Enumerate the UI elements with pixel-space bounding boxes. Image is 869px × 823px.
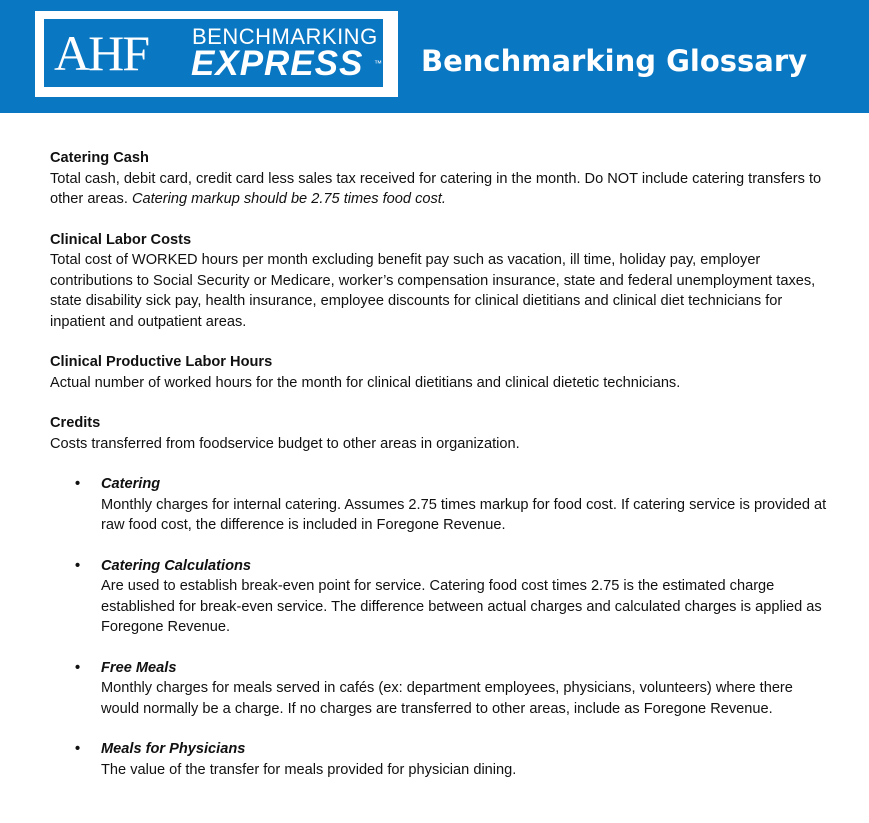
term-catering-cash — [50, 148, 830, 210]
list-item-text: Monthly charges for meals served in cafés (ex: department employees, physicians, volunteers) where there would normally be a charge. If no charges are transferred to other areas, include as Foregone Revenue. — [101, 680, 793, 717]
header-banner — [0, 0, 869, 113]
bullet-icon: • — [75, 476, 81, 492]
logo-line2: EXPRESS — [191, 44, 364, 83]
term-definition: Actual number of worked hours for the month for clinical dietitians and clinical dietetic technicians. — [50, 374, 681, 391]
logo — [35, 11, 398, 97]
list-item-catering — [50, 474, 830, 536]
logo-line1: BENCHMARKING — [192, 24, 378, 49]
list-item-meals-for-physicians — [50, 739, 830, 780]
term-clinical-productive-labor-hours — [50, 352, 830, 393]
list-item-free-meals — [50, 658, 830, 720]
list-item-title: Meals for Physicians — [101, 741, 246, 757]
logo-trademark: ™ — [374, 59, 382, 68]
page-title: Benchmarking Glossary — [421, 44, 808, 78]
glossary-content — [50, 148, 830, 800]
credits-list — [50, 474, 830, 780]
list-item-title: Catering — [101, 476, 161, 492]
list-item-text: Are used to establish break-even point for service. Catering food cost times 2.75 is the estimated charge established for break-even service. The difference between actual charges and calculated charges is applied as Foregone Revenue. — [101, 578, 822, 635]
term-title: Clinical Labor Costs — [50, 231, 192, 248]
term-title: Catering Cash — [50, 150, 149, 166]
term-credits — [50, 413, 830, 454]
term-title: Clinical Productive Labor Hours — [50, 354, 273, 370]
term-definition: Total cash, debit card, credit card less sales tax received for catering in the month. Do NOT include catering transfers to other areas. Catering markup should be 2.75 times food cost. — [50, 170, 822, 207]
term-clinical-labor-costs — [50, 230, 830, 333]
bullet-icon: • — [75, 659, 81, 676]
bullet-icon: • — [75, 557, 81, 574]
term-definition: Costs transferred from foodservice budget to other areas in organization. — [50, 435, 520, 452]
term-note: Catering markup should be 2.75 times food cost. — [131, 191, 446, 207]
list-item-text: Monthly charges for internal catering. Assumes 2.75 times markup for food cost. If catering service is provided at raw food cost, the difference is included in Foregone Revenue. — [101, 496, 827, 533]
logo-background — [44, 19, 383, 87]
term-definition: Total cost of WORKED hours per month excluding benefit pay such as vacation, ill time, holiday pay, employer contributions to Social Security or Medicare, worker’s compensation insurance, state and federal unemployment taxes, state disability sick pay, health insurance, employee discounts for clinical dietitians and clinical diet technicians for inpatient and outpatient areas. — [50, 252, 816, 330]
list-item-catering-calculations — [50, 556, 830, 638]
logo-mark: AHF — [54, 25, 149, 81]
list-item-title: Free Meals — [101, 659, 177, 676]
term-title: Credits — [50, 415, 101, 431]
list-item-title: Catering Calculations — [101, 557, 252, 574]
bullet-icon: • — [75, 741, 81, 757]
list-item-text: The value of the transfer for meals provided for physician dining. — [101, 761, 517, 778]
